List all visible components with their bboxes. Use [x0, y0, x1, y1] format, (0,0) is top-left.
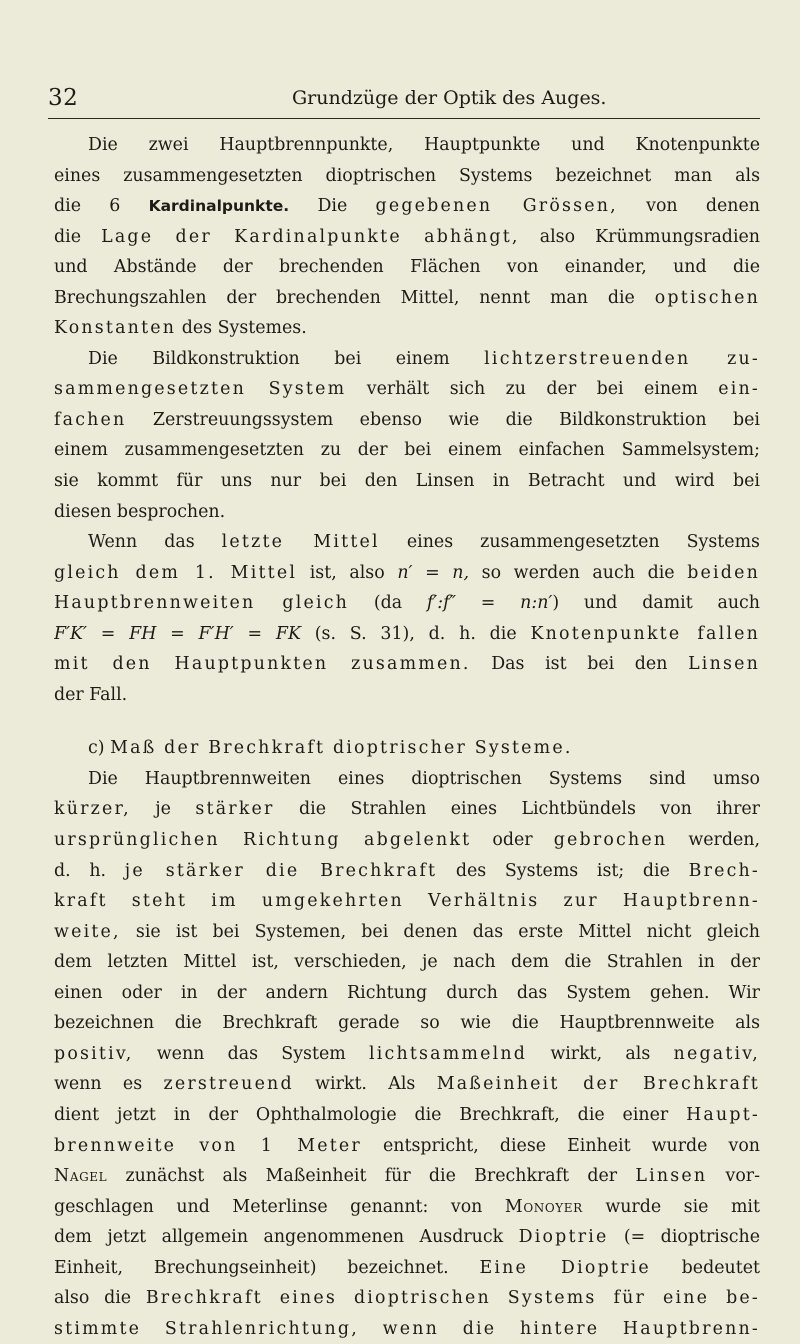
text-line: sammengesetzten System verhält sich zu der bei einem ein- [54, 379, 760, 400]
text-line: Die zwei Hauptbrennpunkte, Hauptpunkte und Knotenpunkte [88, 135, 760, 155]
text-line: bezeichnen die Brechkraft gerade so wie die Hauptbrennweite als [54, 1013, 760, 1034]
spaced-emphasis: lichtzerstreuenden zu- [484, 348, 760, 369]
spaced-emphasis: Maß der Brechkraft dioptrischer Systeme. [110, 738, 573, 759]
text-line: brennweite von 1 Meter entspricht, diese Einheit wurde von [54, 1135, 760, 1156]
spaced-emphasis: beiden [687, 562, 760, 583]
spaced-emphasis: Linsen [635, 1166, 708, 1187]
header-rule [48, 118, 760, 119]
spaced-emphasis: zerstreuend [163, 1074, 294, 1095]
spaced-emphasis: ein- [718, 379, 760, 400]
spaced-emphasis: letzte Mittel [221, 532, 380, 553]
spaced-emphasis: Dioptrie [518, 1227, 609, 1248]
spaced-emphasis: Brech- [688, 860, 760, 881]
text-line: F′K′ = FH = F′H′ = FK (s. S. 31), d. h. die Knotenpunkte fallen [54, 623, 760, 644]
spaced-emphasis: gleich dem 1. Mittel [54, 562, 298, 583]
text-line: Wenn das letzte Mittel eines zusammengesetzten Systems [88, 532, 760, 553]
text-line: Die Bildkonstruktion bei einem lichtzerstreuenden zu- [88, 348, 760, 369]
spaced-emphasis: Konstanten [54, 318, 177, 339]
spaced-emphasis: stärker [195, 799, 275, 820]
spaced-emphasis: positiv, [54, 1043, 134, 1064]
running-head: Grundzüge der Optik des Auges. [292, 87, 607, 109]
text-line: der Fall. [54, 684, 128, 705]
text-line: dient jetzt in der Ophthalmologie die Brechkraft, die einer Haupt- [54, 1104, 760, 1125]
spaced-emphasis: Hauptbrennweiten gleich [54, 593, 350, 614]
text-line: also die Brechkraft eines dioptrischen Systems für eine be- [54, 1288, 760, 1309]
text-line: Brechungszahlen der brechenden Mittel, nennt man die optischen [54, 287, 760, 308]
author-name: Nagel [54, 1166, 108, 1187]
spaced-emphasis: Maßeinheit der Brechkraft [436, 1074, 760, 1095]
text-line: sie kommt für uns nur bei den Linsen in Betracht und wird bei [54, 471, 760, 492]
spaced-emphasis: gebrochen [553, 830, 668, 851]
spaced-emphasis: lichtsammelnd [368, 1043, 528, 1064]
text-line: ursprünglichen Richtung abgelenkt oder gebrochen werden, [54, 830, 760, 851]
formula: n′ = n, [397, 562, 470, 583]
text-line: weite, sie ist bei Systemen, bei denen das erste Mittel nicht gleich [54, 921, 760, 942]
spaced-emphasis: je stärker die Brechkraft [124, 860, 438, 881]
text-line: dem jetzt allgemein angenommenen Ausdruck Dioptrie (= dioptrische [54, 1227, 760, 1248]
bold-term: Kardinalpunkte. [148, 197, 290, 216]
text-line [54, 886, 760, 917]
text-line: fachen Zerstreuungssystem ebenso wie die Bildkonstruktion bei [54, 409, 760, 430]
spaced-emphasis: Knotenpunkte fallen [530, 623, 760, 644]
text-line: Nagel zunächst als Maßeinheit für die Brechkraft der Linsen vor- [54, 1166, 760, 1187]
spaced-emphasis: optischen [654, 287, 760, 308]
spaced-emphasis: Eine Dioptrie [479, 1257, 651, 1278]
spaced-emphasis: weite, [54, 921, 121, 942]
text-line: eines zusammengesetzten dioptrischen Systems bezeichnet man als [54, 165, 760, 186]
text-line: mit den Hauptpunkten zusammen. Das ist bei den Linsen [54, 654, 760, 675]
text-line: Konstanten des Systemes. [54, 318, 307, 339]
text-line: einem zusammengesetzten zu der bei einem einfachen Sammelsystem; [54, 440, 760, 461]
spaced-emphasis: Brechkraft eines dioptrischen Systems für eine be- [145, 1288, 760, 1309]
section-heading: c) Maß der Brechkraft dioptrischer Systeme. [88, 738, 573, 759]
spaced-emphasis: Linsen [688, 654, 760, 675]
text-line: gleich dem 1. Mittel ist, also n′ = n, so werden auch die beiden [54, 562, 760, 583]
page-header [48, 82, 760, 118]
text-line: diesen besprochen. [54, 501, 226, 522]
formula: f′:f″ = n:n′ [426, 593, 553, 614]
spaced-emphasis: sammengesetzten System [54, 379, 347, 400]
spaced-emphasis: kürzer, [54, 799, 131, 820]
author-name: Monoyer [504, 1196, 583, 1217]
text-line: dem letzten Mittel ist, verschieden, je nach dem die Strahlen in der [54, 952, 760, 973]
text-line: Hauptbrennweiten gleich (da f′:f″ = n:n′) und damit auch [54, 593, 760, 614]
formula: F′K′ = FH = F′H′ = FK [54, 623, 301, 644]
spaced-emphasis: brennweite von 1 Meter [54, 1135, 362, 1156]
body-text [54, 130, 760, 1344]
text-line: positiv, wenn das System lichtsammelnd wirkt, als negativ, [54, 1043, 760, 1064]
spaced-emphasis: gegebenen Grössen, [375, 196, 618, 217]
spaced-emphasis: mit den Hauptpunkten zusammen. [54, 654, 471, 675]
spaced-emphasis: Haupt- [686, 1104, 760, 1125]
spaced-emphasis: kraft steht im umgekehrten Verhältnis zur Hauptbrenn- [54, 891, 760, 912]
spaced-emphasis: fachen [54, 409, 127, 430]
text-line: kürzer, je stärker die Strahlen eines Lichtbündels von ihrer [54, 799, 760, 820]
spaced-emphasis: negativ, [673, 1043, 760, 1064]
text-line: Einheit, Brechungseinheit) bezeichnet. Eine Dioptrie bedeutet [54, 1257, 760, 1278]
section-gap [54, 710, 760, 733]
spaced-emphasis: stimmte Strahlenrichtung, wenn die hintere Hauptbrenn- [54, 1318, 760, 1339]
page-number: 32 [48, 85, 79, 111]
text-line: und Abstände der brechenden Flächen von einander, und die [54, 257, 760, 278]
text-line: die 6 Kardinalpunkte. Die gegebenen Grössen, von denen [54, 196, 760, 217]
text-line: einen oder in der andern Richtung durch das System gehen. Wir [54, 982, 760, 1003]
spaced-emphasis: Lage der Kardinalpunkte abhängt, [101, 226, 520, 247]
text-line: Die Hauptbrennweiten eines dioptrischen Systems sind umso [88, 768, 760, 789]
text-line: die Lage der Kardinalpunkte abhängt, also Krümmungsradien [54, 226, 760, 247]
text-line: wenn es zerstreuend wirkt. Als Maßeinheit der Brechkraft [54, 1074, 760, 1095]
text-line: d. h. je stärker die Brechkraft des Systems ist; die Brech- [54, 860, 760, 881]
text-line: geschlagen und Meterlinse genannt: von Monoyer wurde sie mit [54, 1196, 760, 1217]
spaced-emphasis: ursprünglichen Richtung abgelenkt [54, 830, 472, 851]
